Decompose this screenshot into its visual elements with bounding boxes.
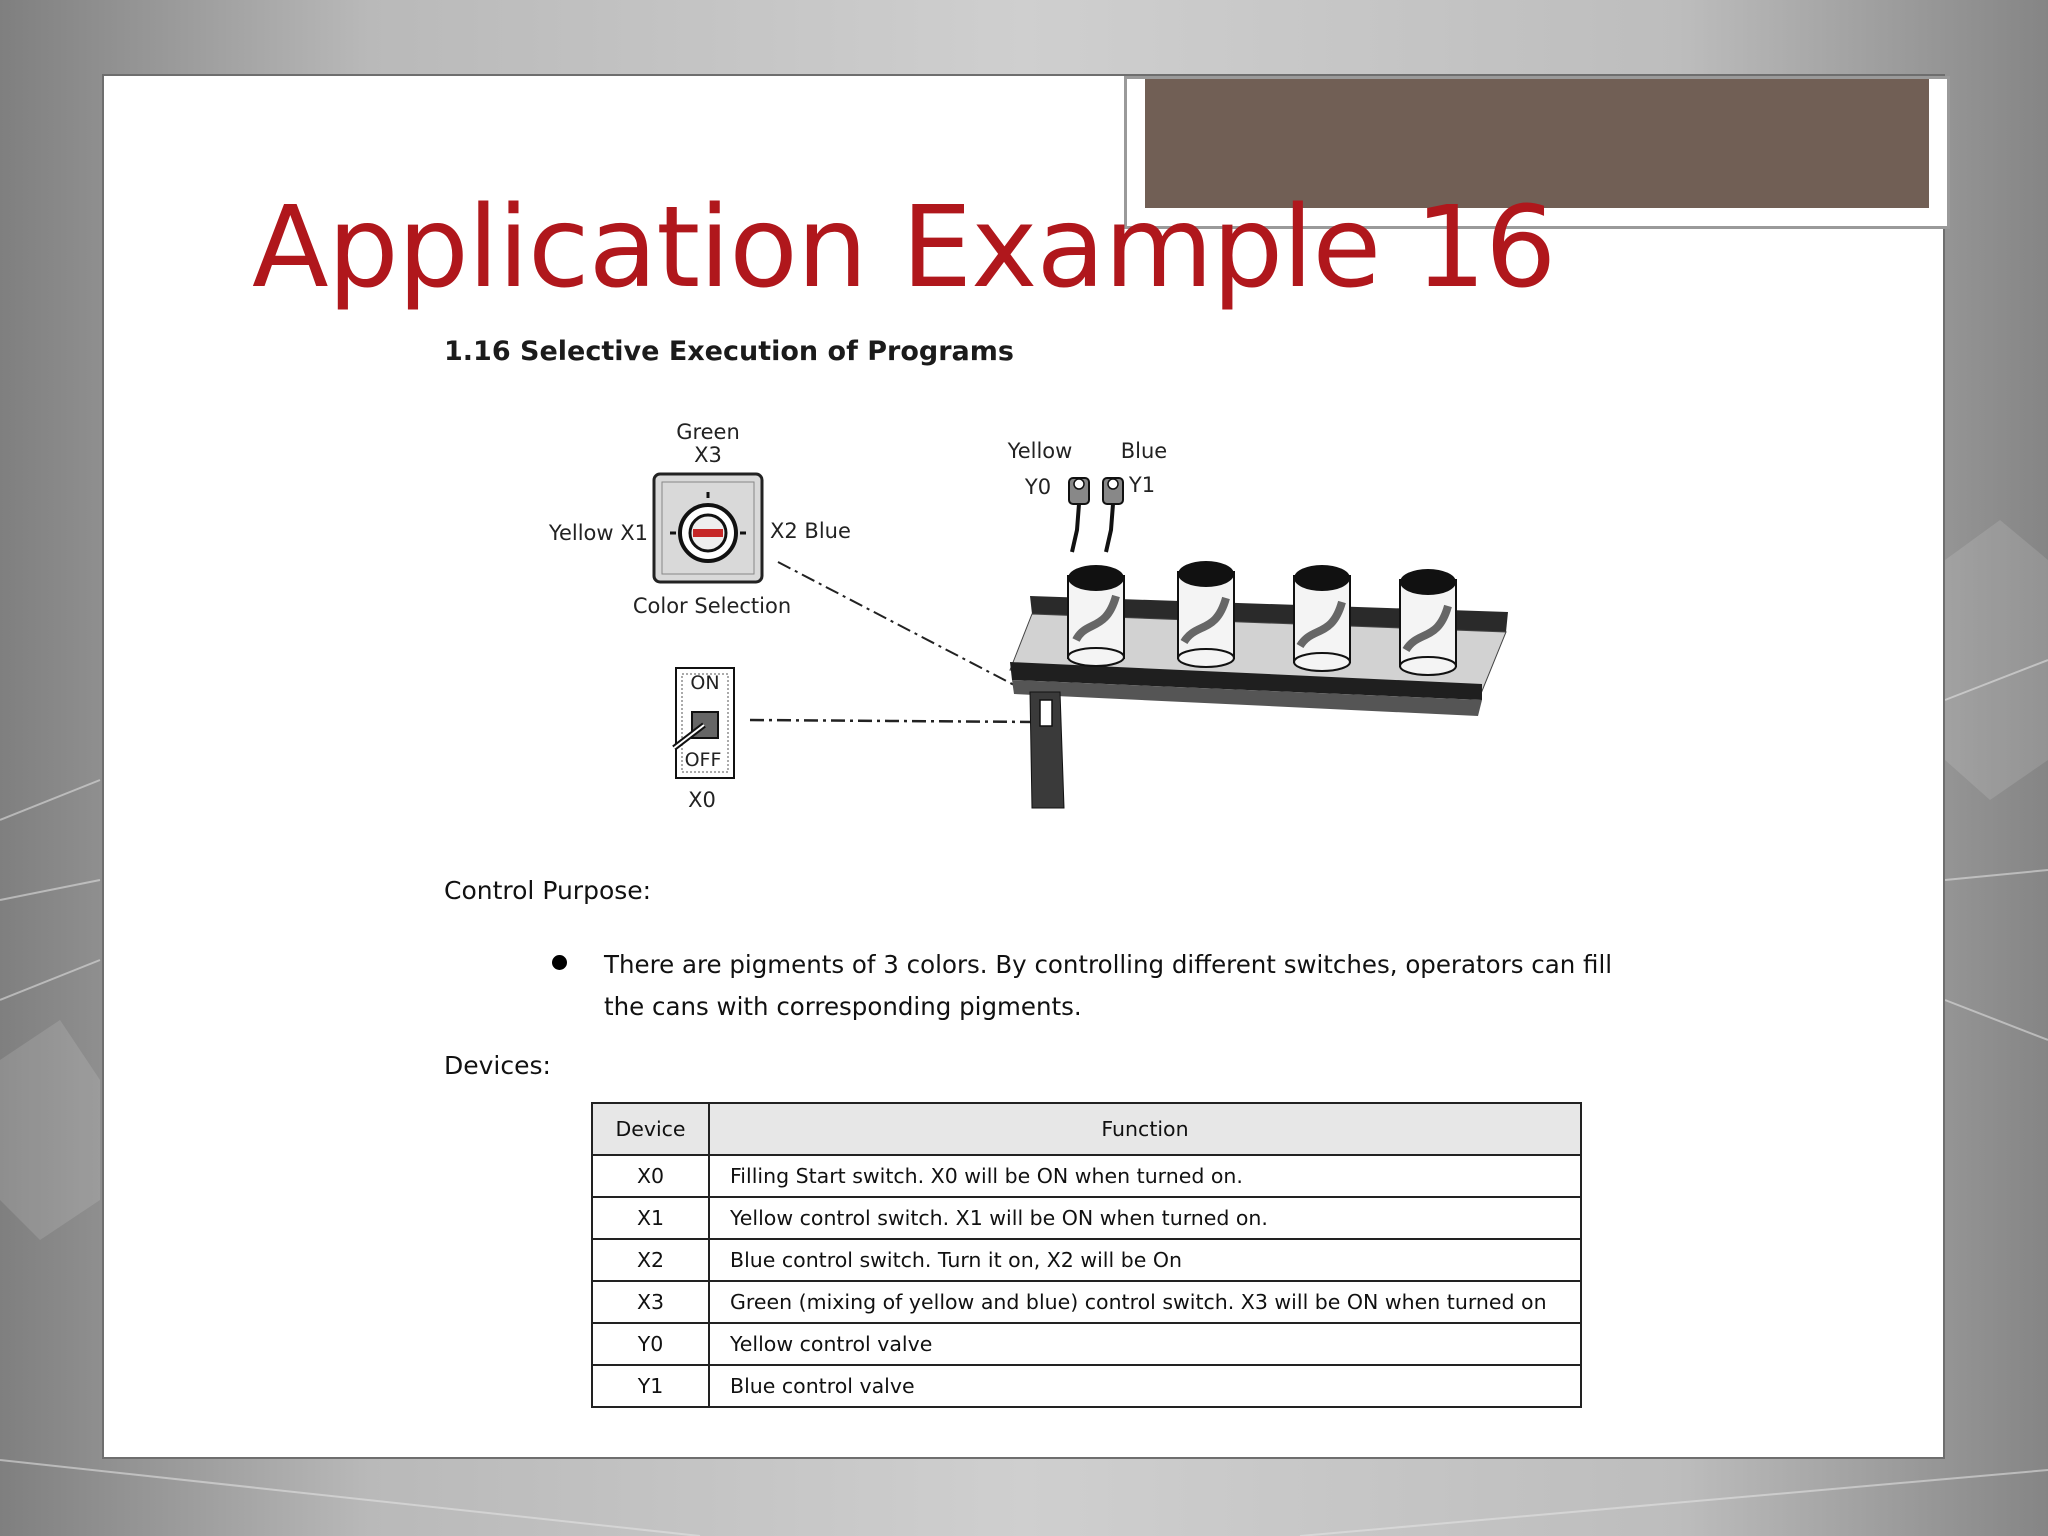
control-purpose-text: There are pigments of 3 colors. By controlling different switches, operators can fill the cans with corresponding pigments. [604,950,1613,1021]
device-cell: X3 [592,1281,709,1323]
x2-blue-label: X2 Blue [770,519,851,543]
device-cell: X2 [592,1239,709,1281]
device-cell: Y0 [592,1323,709,1365]
devices-table [591,1102,1582,1408]
device-cell: X0 [592,1155,709,1197]
devices-heading: Devices: [444,1051,551,1080]
filling-system-diagram [520,400,1560,820]
green-label: Green [676,420,740,444]
column-header-device: Device [592,1103,709,1155]
device-cell: Y1 [592,1365,709,1407]
device-cell: X1 [592,1197,709,1239]
table-row [592,1281,1581,1323]
table-row [592,1323,1581,1365]
valve-yellow-label: Yellow [1007,439,1073,463]
table-header-row [592,1103,1581,1155]
function-cell: Blue control switch. Turn it on, X2 will be On [709,1239,1581,1281]
x0-label: X0 [688,788,716,812]
function-cell: Yellow control valve [709,1323,1581,1365]
y1-label: Y1 [1128,473,1156,497]
signal-line-color [778,562,1016,686]
section-subtitle: 1.16 Selective Execution of Programs [444,336,1014,367]
table-row [592,1155,1581,1197]
table-row [592,1239,1581,1281]
switch-on-label: ON [690,672,720,694]
function-cell: Blue control valve [709,1365,1581,1407]
control-purpose-heading: Control Purpose: [444,876,652,905]
slide-title: Application Example 16 [252,183,1556,313]
y0-label: Y0 [1024,475,1052,499]
yellow-x1-label: Yellow X1 [548,521,648,545]
switch-off-label: OFF [684,749,722,771]
control-valves [1069,478,1123,552]
color-selection-label: Color Selection [632,594,792,618]
table-row [592,1197,1581,1239]
function-cell: Green (mixing of yellow and blue) control switch. X3 will be ON when turned on [709,1281,1581,1323]
signal-line-start [750,720,1040,722]
function-cell: Filling Start switch. X0 will be ON when turned on. [709,1155,1581,1197]
x3-label: X3 [694,443,722,467]
valve-blue-label: Blue [1120,439,1168,463]
color-selection-switch [654,474,762,582]
column-header-function: Function [709,1103,1581,1155]
table-row [592,1365,1581,1407]
bullet-point [552,955,567,970]
function-cell: Yellow control switch. X1 will be ON when turned on. [709,1197,1581,1239]
